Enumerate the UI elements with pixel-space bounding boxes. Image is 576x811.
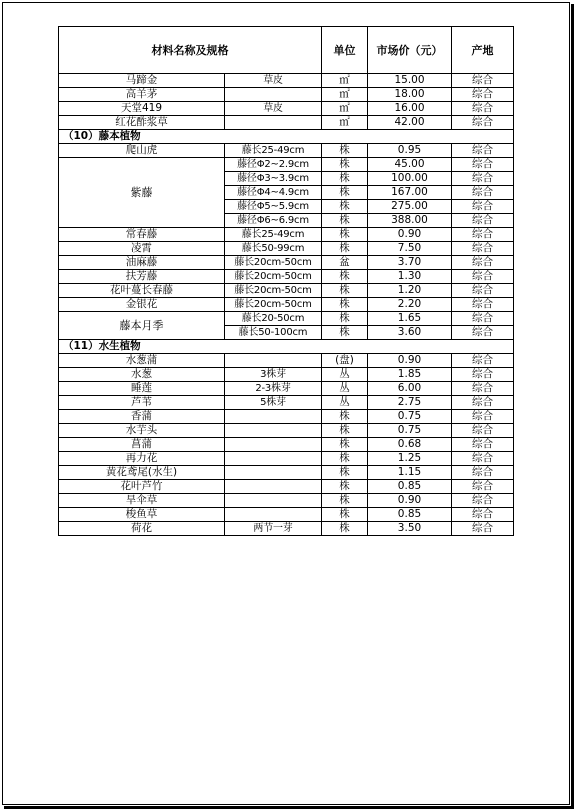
cell-origin: 综合 xyxy=(452,144,514,158)
cell-unit: 株 xyxy=(322,242,368,256)
cell-spec xyxy=(225,466,322,480)
table-row xyxy=(59,424,514,438)
cell-name: 高羊茅 xyxy=(59,88,225,102)
cell-unit: ㎡ xyxy=(322,88,368,102)
cell-origin: 综合 xyxy=(452,186,514,200)
cell-name: 藤本月季 xyxy=(59,312,225,340)
cell-price: 0.85 xyxy=(368,508,452,522)
cell-origin: 综合 xyxy=(452,102,514,116)
cell-origin: 综合 xyxy=(452,200,514,214)
cell-origin: 综合 xyxy=(452,158,514,172)
table-row xyxy=(59,480,514,494)
cell-price: 0.90 xyxy=(368,494,452,508)
table-row xyxy=(59,228,514,242)
section-title: （11）水生植物 xyxy=(59,340,514,354)
cell-price: 0.75 xyxy=(368,424,452,438)
table-row xyxy=(59,382,514,396)
cell-spec xyxy=(225,494,322,508)
cell-origin: 综合 xyxy=(452,438,514,452)
cell-spec: 藤长25-49cm xyxy=(225,228,322,242)
cell-origin: 综合 xyxy=(452,284,514,298)
table-row xyxy=(59,410,514,424)
page-shadow-bottom xyxy=(4,806,574,809)
table-row xyxy=(59,242,514,256)
cell-spec: 藤径Φ3~3.9cm xyxy=(225,172,322,186)
cell-unit: 株 xyxy=(322,186,368,200)
table-row xyxy=(59,494,514,508)
cell-unit: 株 xyxy=(322,228,368,242)
price-table xyxy=(58,26,514,536)
page-shadow-right xyxy=(571,4,574,807)
cell-price: 18.00 xyxy=(368,88,452,102)
cell-price: 275.00 xyxy=(368,200,452,214)
table-row xyxy=(59,158,514,172)
cell-origin: 综合 xyxy=(452,242,514,256)
cell-origin: 综合 xyxy=(452,354,514,368)
cell-origin: 综合 xyxy=(452,396,514,410)
cell-origin: 综合 xyxy=(452,214,514,228)
cell-name: 花叶芦竹 xyxy=(59,480,225,494)
cell-price: 1.15 xyxy=(368,466,452,480)
cell-origin: 综合 xyxy=(452,480,514,494)
cell-name: 水芋头 xyxy=(59,424,225,438)
cell-unit: ㎡ xyxy=(322,102,368,116)
cell-name: 红花酢浆草 xyxy=(59,116,225,130)
cell-name: 凌霄 xyxy=(59,242,225,256)
table-row xyxy=(59,438,514,452)
cell-unit: 株 xyxy=(322,438,368,452)
cell-unit: 株 xyxy=(322,452,368,466)
cell-unit: 株 xyxy=(322,326,368,340)
cell-price: 0.90 xyxy=(368,228,452,242)
cell-spec: 2-3株芽 xyxy=(225,382,322,396)
cell-price: 0.90 xyxy=(368,354,452,368)
cell-origin: 综合 xyxy=(452,452,514,466)
cell-origin: 综合 xyxy=(452,270,514,284)
table-row xyxy=(59,466,514,480)
cell-unit: ㎡ xyxy=(322,116,368,130)
cell-name: 爬山虎 xyxy=(59,144,225,158)
cell-spec: 藤长20cm-50cm xyxy=(225,284,322,298)
cell-name: 水葱蒲 xyxy=(59,354,225,368)
cell-price: 0.85 xyxy=(368,480,452,494)
cell-origin: 综合 xyxy=(452,466,514,480)
header-origin: 产地 xyxy=(452,27,514,74)
price-table-body xyxy=(59,27,514,536)
cell-origin: 综合 xyxy=(452,410,514,424)
cell-price: 167.00 xyxy=(368,186,452,200)
cell-spec: 草皮 xyxy=(225,74,322,88)
cell-spec: 藤长20-50cm xyxy=(225,312,322,326)
cell-unit: 株 xyxy=(322,214,368,228)
cell-price: 1.20 xyxy=(368,284,452,298)
cell-origin: 综合 xyxy=(452,298,514,312)
cell-name: 香蒲 xyxy=(59,410,225,424)
table-row xyxy=(59,88,514,102)
cell-unit: 丛 xyxy=(322,396,368,410)
cell-origin: 综合 xyxy=(452,256,514,270)
cell-unit: 株 xyxy=(322,284,368,298)
cell-spec xyxy=(225,424,322,438)
cell-spec: 藤长50-100cm xyxy=(225,326,322,340)
cell-name: 黄花鸢尾(水生) xyxy=(59,466,225,480)
header-unit: 单位 xyxy=(322,27,368,74)
cell-spec xyxy=(225,452,322,466)
cell-spec xyxy=(225,410,322,424)
cell-spec xyxy=(225,88,322,102)
cell-price: 42.00 xyxy=(368,116,452,130)
table-header-row xyxy=(59,27,514,74)
cell-spec: 5株芽 xyxy=(225,396,322,410)
cell-price: 7.50 xyxy=(368,242,452,256)
cell-unit: 株 xyxy=(322,424,368,438)
cell-price: 6.00 xyxy=(368,382,452,396)
cell-spec: 藤径Φ5~5.9cm xyxy=(225,200,322,214)
cell-unit: 株 xyxy=(322,298,368,312)
cell-origin: 综合 xyxy=(452,368,514,382)
cell-origin: 综合 xyxy=(452,382,514,396)
cell-spec: 3株芽 xyxy=(225,368,322,382)
table-row xyxy=(59,74,514,88)
cell-name: 芦苇 xyxy=(59,396,225,410)
cell-origin: 综合 xyxy=(452,508,514,522)
cell-unit: 株 xyxy=(322,158,368,172)
cell-spec xyxy=(225,116,322,130)
cell-spec xyxy=(225,354,322,368)
cell-unit: 株 xyxy=(322,270,368,284)
cell-price: 1.25 xyxy=(368,452,452,466)
table-row xyxy=(59,256,514,270)
cell-price: 3.50 xyxy=(368,522,452,536)
cell-price: 0.95 xyxy=(368,144,452,158)
cell-price: 45.00 xyxy=(368,158,452,172)
table-row xyxy=(59,354,514,368)
table-row xyxy=(59,368,514,382)
cell-price: 3.70 xyxy=(368,256,452,270)
cell-spec: 藤径Φ2~2.9cm xyxy=(225,158,322,172)
cell-spec: 藤径Φ4~4.9cm xyxy=(225,186,322,200)
cell-name: 金银花 xyxy=(59,298,225,312)
table-row xyxy=(59,270,514,284)
header-price: 市场价（元） xyxy=(368,27,452,74)
cell-spec: 藤长25-49cm xyxy=(225,144,322,158)
cell-unit: 株 xyxy=(322,172,368,186)
cell-name: 常春藤 xyxy=(59,228,225,242)
cell-unit: 盆 xyxy=(322,256,368,270)
cell-origin: 综合 xyxy=(452,228,514,242)
cell-unit: ㎡ xyxy=(322,74,368,88)
cell-price: 1.85 xyxy=(368,368,452,382)
cell-price: 100.00 xyxy=(368,172,452,186)
table-row xyxy=(59,508,514,522)
cell-spec: 藤长20cm-50cm xyxy=(225,298,322,312)
cell-name: 再力花 xyxy=(59,452,225,466)
cell-unit: 株 xyxy=(322,480,368,494)
cell-spec: 两节一芽 xyxy=(225,522,322,536)
section-row xyxy=(59,340,514,354)
cell-unit: (盘) xyxy=(322,354,368,368)
cell-origin: 综合 xyxy=(452,424,514,438)
cell-spec: 草皮 xyxy=(225,102,322,116)
section-row xyxy=(59,130,514,144)
cell-unit: 株 xyxy=(322,200,368,214)
cell-price: 2.75 xyxy=(368,396,452,410)
table-row xyxy=(59,522,514,536)
cell-name: 旱伞草 xyxy=(59,494,225,508)
cell-name: 马蹄金 xyxy=(59,74,225,88)
cell-origin: 综合 xyxy=(452,312,514,326)
cell-name: 天堂419 xyxy=(59,102,225,116)
cell-name: 花叶蔓长春藤 xyxy=(59,284,225,298)
cell-name: 菖蒲 xyxy=(59,438,225,452)
cell-spec: 藤长20cm-50cm xyxy=(225,256,322,270)
cell-name: 扶芳藤 xyxy=(59,270,225,284)
cell-unit: 株 xyxy=(322,410,368,424)
cell-origin: 综合 xyxy=(452,88,514,102)
section-title: （10）藤本植物 xyxy=(59,130,514,144)
cell-origin: 综合 xyxy=(452,326,514,340)
cell-unit: 株 xyxy=(322,466,368,480)
table-row xyxy=(59,396,514,410)
cell-price: 15.00 xyxy=(368,74,452,88)
cell-spec: 藤径Φ6~6.9cm xyxy=(225,214,322,228)
cell-unit: 丛 xyxy=(322,368,368,382)
table-row xyxy=(59,102,514,116)
cell-unit: 株 xyxy=(322,494,368,508)
table-row xyxy=(59,452,514,466)
cell-unit: 株 xyxy=(322,144,368,158)
cell-spec xyxy=(225,438,322,452)
cell-name: 水葱 xyxy=(59,368,225,382)
cell-origin: 综合 xyxy=(452,494,514,508)
cell-origin: 综合 xyxy=(452,522,514,536)
cell-name: 荷花 xyxy=(59,522,225,536)
cell-name: 紫藤 xyxy=(59,158,225,228)
cell-price: 16.00 xyxy=(368,102,452,116)
cell-spec xyxy=(225,508,322,522)
cell-unit: 丛 xyxy=(322,382,368,396)
table-row xyxy=(59,312,514,326)
table-row xyxy=(59,116,514,130)
cell-name: 梭鱼草 xyxy=(59,508,225,522)
cell-name: 睡莲 xyxy=(59,382,225,396)
cell-price: 2.20 xyxy=(368,298,452,312)
cell-name: 油麻藤 xyxy=(59,256,225,270)
header-name: 材料名称及规格 xyxy=(59,27,322,74)
cell-price: 3.60 xyxy=(368,326,452,340)
cell-price: 0.75 xyxy=(368,410,452,424)
table-row xyxy=(59,144,514,158)
cell-spec: 藤长20cm-50cm xyxy=(225,270,322,284)
cell-spec xyxy=(225,480,322,494)
cell-price: 0.68 xyxy=(368,438,452,452)
table-row xyxy=(59,298,514,312)
cell-origin: 综合 xyxy=(452,172,514,186)
cell-price: 1.30 xyxy=(368,270,452,284)
cell-origin: 综合 xyxy=(452,74,514,88)
cell-price: 1.65 xyxy=(368,312,452,326)
cell-unit: 株 xyxy=(322,522,368,536)
cell-unit: 株 xyxy=(322,508,368,522)
cell-spec: 藤长50-99cm xyxy=(225,242,322,256)
cell-origin: 综合 xyxy=(452,116,514,130)
table-row xyxy=(59,284,514,298)
cell-unit: 株 xyxy=(322,312,368,326)
cell-price: 388.00 xyxy=(368,214,452,228)
